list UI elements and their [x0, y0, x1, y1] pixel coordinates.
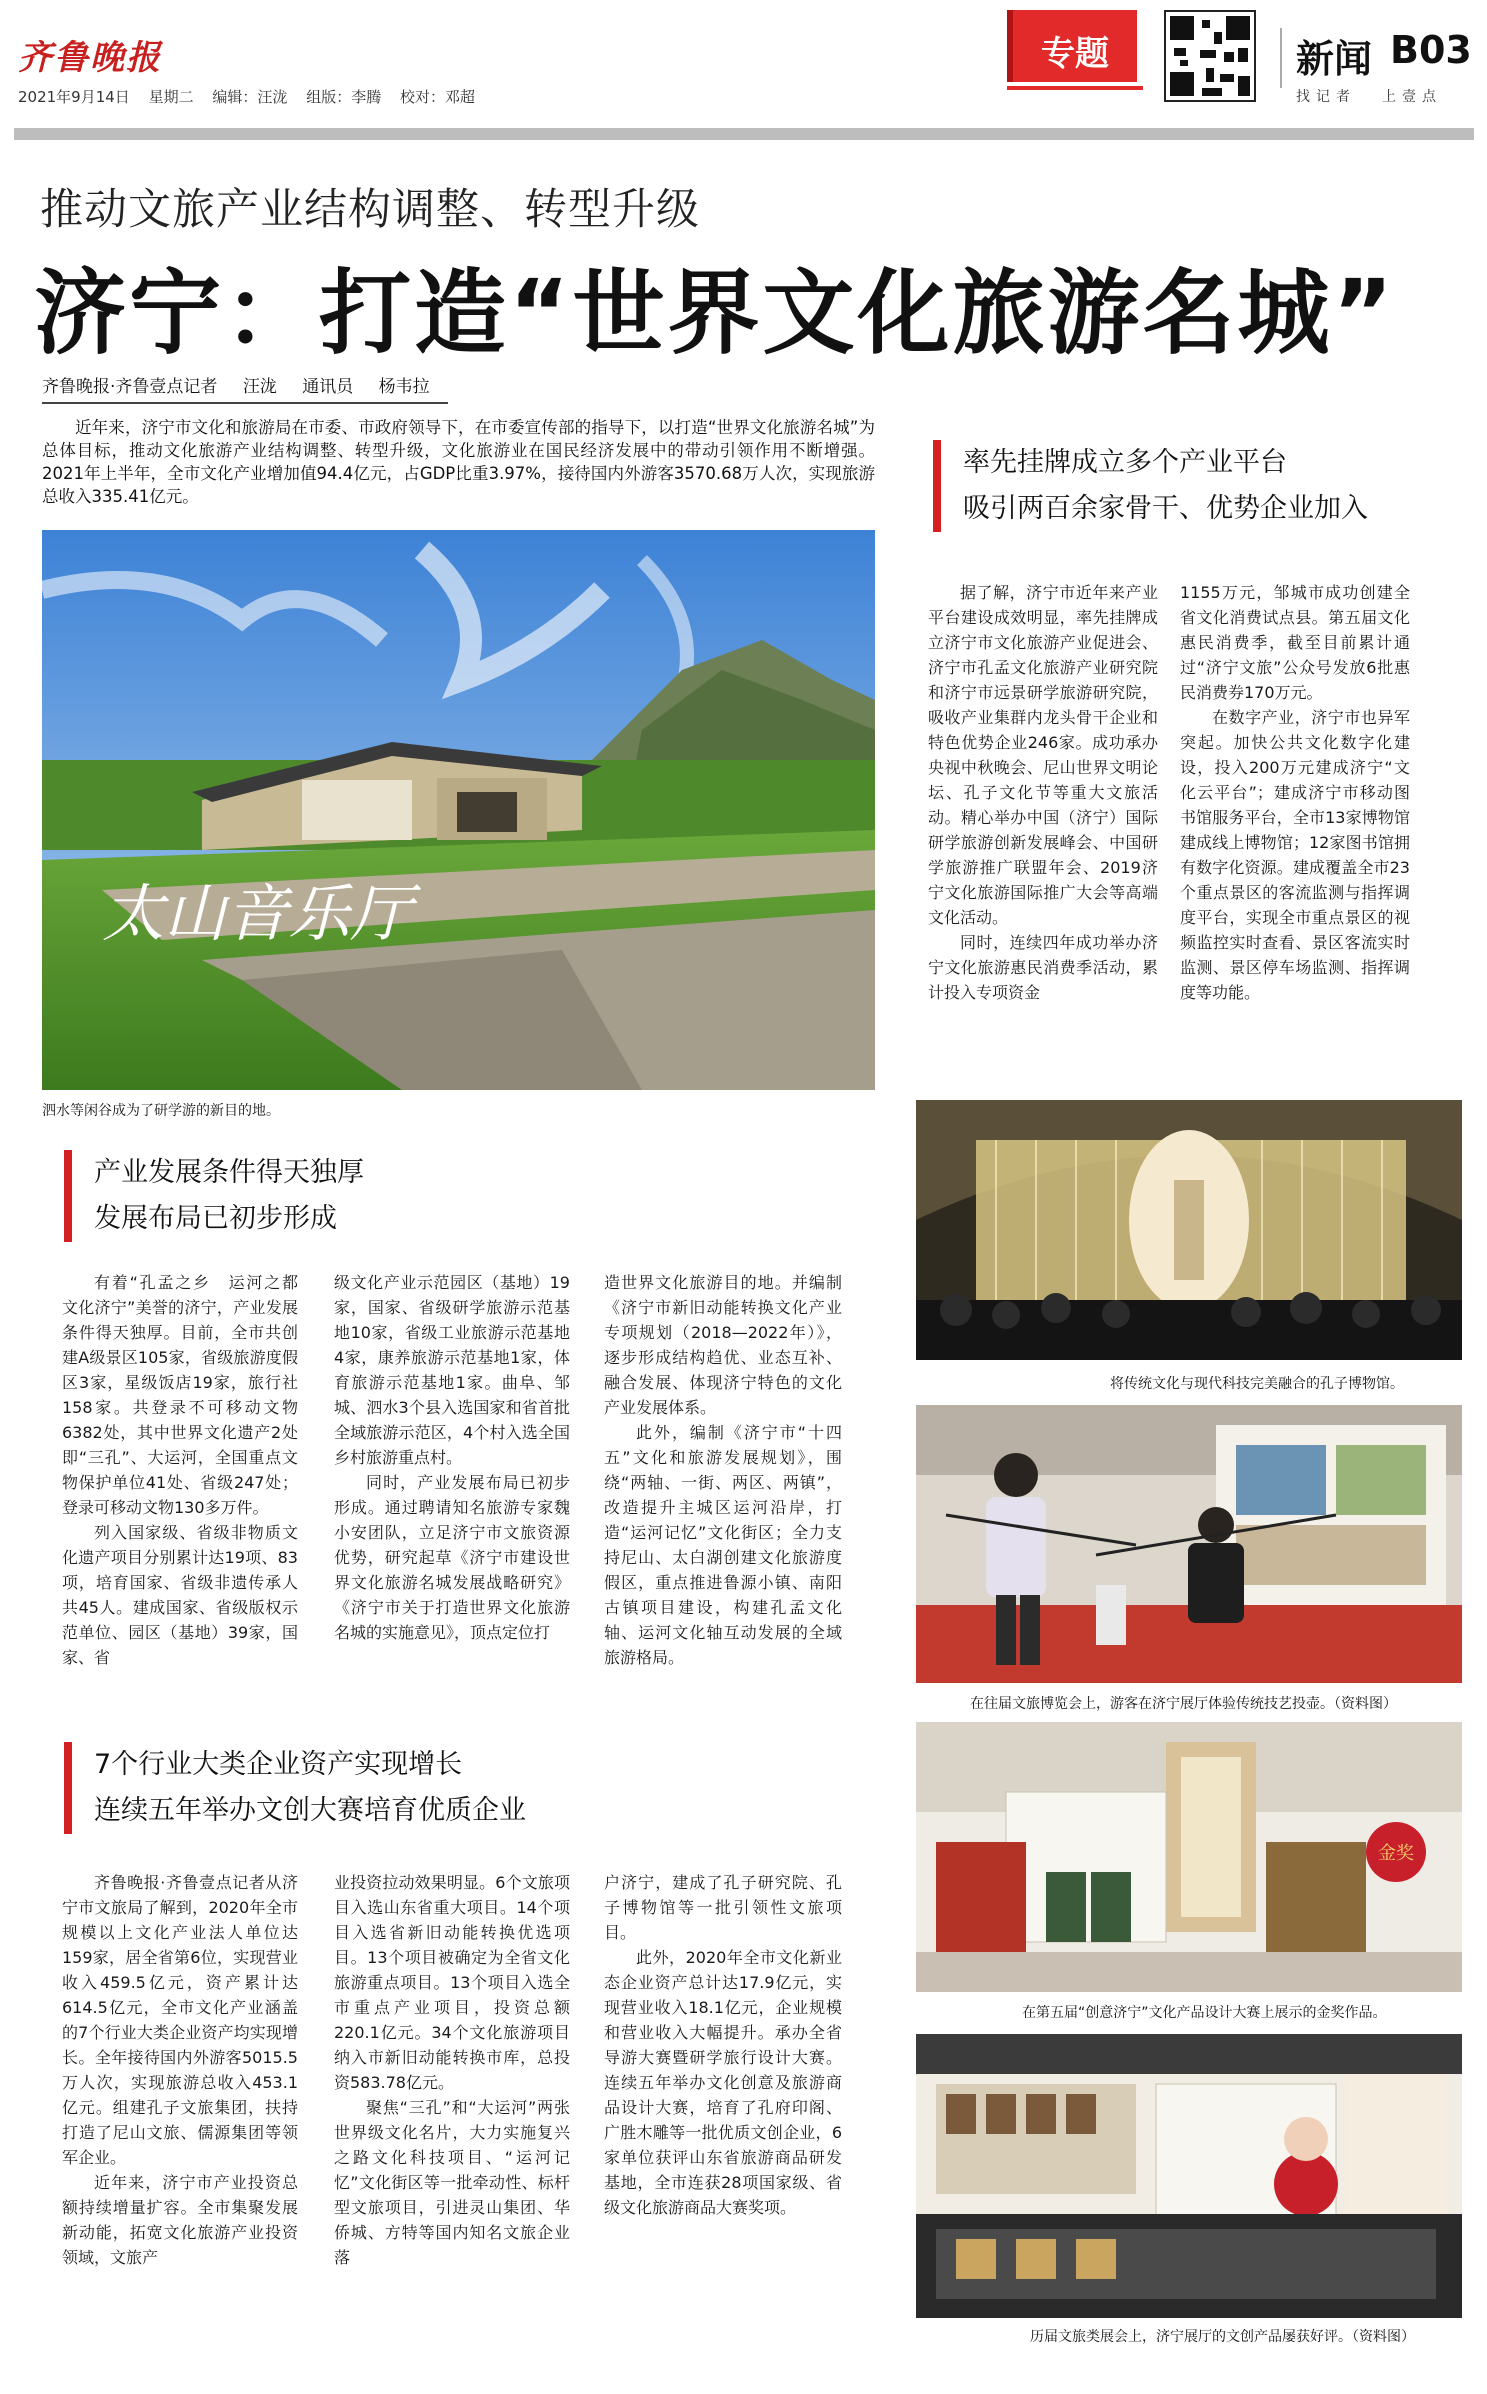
section3-paragraph: 齐鲁晚报·齐鲁壹点记者从济宁市文旅局了解到，2020年全市规模以上文化产业法人单位达159家，居全省第6位，实现营业收入459.5亿元，资产累计达614.5亿元，全市文化产业涵盖的7个行业大类企业资产均实现增长。全年接待国内外游客5015.5万人次，实现旅游总收入453.1亿元。组建孔子文旅集团，扶持打造了尼山文旅、儒源集团等领军企业。: [62, 1873, 298, 2167]
section2-paragraph: 列入国家级、省级非物质文化遗产项目分别累计达19项、83项，培育国家、省级非遗传承人共45人。建成国家、省级版权示范单位、园区（基地）39家，国家、省: [62, 1523, 298, 1667]
newspaper-logo: 齐鲁晚报: [18, 38, 162, 78]
section1-paragraph: 据了解，济宁市近年来产业平台建设成效明显，率先挂牌成立济宁市文化旅游产业促进会、济宁市孔孟文化旅游产业研究院和济宁市远景研学旅游研究院，吸收产业集群内龙头骨干企业和特色优势企业246家。成功承办央视中秋晚会、尼山世界文明论坛、孔子文化节等重大文旅活动。精心举办中国（济宁）国际研学旅游创新发展峰会、中国研学旅游推广联盟年会、2019济宁文化旅游国际推广大会等高端文化活动。: [928, 583, 1158, 927]
section3-column1: [62, 1870, 298, 2270]
masthead-rule: [14, 128, 1474, 140]
editor-credit: 编辑：汪泷: [212, 88, 288, 106]
section2-paragraph: 此外，编制《济宁市“十四五”文化和旅游发展规划》，围绕“两轴、一街、两区、两镇”，改造提升主城区运河沿岸，打造“运河记忆”文化街区；全力支持尼山、太白湖创建文化旅游度假区，重点推进鲁源小镇、南阳古镇项目建设，构建孔孟文化轴、运河文化轴互动发展的全域旅游格局。: [604, 1423, 842, 1667]
section3-paragraph: 户济宁，建成了孔子研究院、孔子博物馆等一批引领性文旅项目。: [604, 1873, 842, 1942]
museum-photo: [916, 1100, 1462, 1360]
gold-award-badge: 金奖: [1378, 1843, 1414, 1864]
section2-paragraph: 有着“孔孟之乡 运河之都 文化济宁”美誉的济宁，产业发展条件得天独厚。目前，全市共创建A级景区105家，省级旅游度假区3家，星级饭店19家，旅行社158家。共登录不可移动文物6382处，其中世界文化遗产2处即“三孔”、大运河，全国重点文物保护单位41处、省级247处；登录可移动文物130多万件。: [62, 1273, 315, 1517]
layout-credit: 组版：李腾: [306, 88, 382, 106]
section2-paragraph: 同时，产业发展布局已初步形成。通过聘请知名旅游专家魏小安团队，立足济宁市文旅资源优势，研究起草《济宁市建设世界文化旅游名城发展战略研究》《济宁市关于打造世界文化旅游名城的实施意见》，顶点定位打: [334, 1473, 570, 1642]
contact-right: 上壹点: [1382, 89, 1442, 105]
award-photo: [916, 1722, 1462, 1992]
music-hall-image: [42, 530, 875, 1090]
issue-weekday: 星期二: [148, 88, 194, 106]
qr-code-icon[interactable]: [1164, 10, 1256, 102]
section1-heading-line1: 率先挂牌成立多个产业平台: [963, 447, 1287, 478]
section1-column1: [928, 580, 1158, 1005]
article-headline: 济宁：打造“世界文化旅游名城”: [34, 260, 1396, 367]
byline-source: 齐鲁晚报·齐鲁壹点记者: [42, 377, 218, 397]
section1-paragraph: 同时，连续四年成功举办济宁文化旅游惠民消费季活动，累计投入专项资金: [928, 933, 1158, 1002]
section2-heading-line1: 产业发展条件得天独厚: [94, 1157, 364, 1188]
section3-paragraph: 聚焦“三孔”和“大运河”两张世界级文化名片，大力实施复兴之路文化科技项目、“运河记忆”文化街区等一批牵动性、标杆型文旅项目，引进灵山集团、华侨城、方特等国内知名文旅企业落: [334, 2098, 570, 2267]
section3-heading-line1: 7个行业大类企业资产实现增长: [94, 1749, 463, 1780]
article-lead: 近年来，济宁市文化和旅游局在市委、市政府领导下，在市委宣传部的指导下，以打造“世界文化旅游名城”为总体目标，推动文化旅游产业结构调整、转型升级，文化旅游业在国民经济发展中的带动引领作用不断增强。2021年上半年，全市文化产业增加值94.4亿元，占GDP比重3.97%，接待国内外游客3570.68万人次，实现旅游总收入335.41亿元。: [42, 418, 875, 506]
award-caption: 在第五届“创意济宁”文化产品设计大赛上展示的金奖作品。: [1022, 2005, 1387, 2021]
section1-column2: [1180, 580, 1410, 1005]
proof-credit: 校对：邓超: [399, 88, 475, 106]
section-name: 新闻: [1296, 37, 1373, 81]
issue-date: 2021年9月14日: [18, 88, 130, 106]
main-photo: [42, 530, 875, 1090]
section2-paragraph: 级文化产业示范园区（基地）19家，国家、省级研学旅游示范基地10家，省级工业旅游示范基地4家，康养旅游示范基地1家，体育旅游示范基地1家。曲阜、邹城、泗水3个县入选国家和省首批全域旅游示范区，4个村入选全国乡村旅游重点村。: [334, 1273, 570, 1467]
article-kicker: 推动文旅产业结构调整、转型升级: [40, 185, 700, 235]
section3-paragraph: 近年来，济宁市产业投资总额持续增量扩容。全市集聚发展新动能，拓宽文化旅游产业投资领域，文旅产: [62, 2173, 298, 2267]
contact-line: [1296, 86, 1442, 106]
expo-caption: 在往届文旅博览会上，游客在济宁展厅体验传统技艺投壶。（资料图）: [970, 1696, 1397, 1712]
article-byline: [42, 372, 450, 397]
booth-image: [916, 2034, 1462, 2318]
museum-caption: 将传统文化与现代科技完美融合的孔子博物馆。: [1110, 1376, 1404, 1392]
section3-paragraph: 此外，2020年全市文化新业态企业资产总计达17.9亿元，实现营业收入18.1亿元，企业规模和营业收入大幅提升。承办全省导游大赛暨研学旅行设计大赛。连续五年举办文化创意及旅游商品设计大赛，培育了孔府印阁、广胜木雕等一批优质文创企业，6家单位获评山东省旅游商品研发基地，全市连获28项国家级、省级文化旅游商品大赛奖项。: [604, 1948, 842, 2217]
section2-column1: [62, 1270, 315, 1670]
booth-photo: [916, 2034, 1462, 2318]
byline-correspondent: 杨韦拉: [378, 377, 430, 397]
award-image: [916, 1722, 1462, 1992]
topic-tag: [1007, 10, 1137, 82]
section1-heading: [933, 440, 1368, 532]
section2-column3: [604, 1270, 842, 1670]
masthead: [14, 10, 1474, 120]
page-number: B03: [1390, 28, 1472, 72]
museum-image: [916, 1100, 1462, 1360]
expo-image: [916, 1405, 1462, 1683]
section2-heading-line2: 发展布局已初步形成: [94, 1203, 337, 1234]
main-photo-caption: 泗水等闲谷成为了研学游的新目的地。: [42, 1103, 280, 1119]
byline-rule: [42, 402, 448, 404]
section1-heading-line2: 吸引两百余家骨干、优势企业加入: [963, 493, 1368, 524]
contact-left: 找记者: [1296, 89, 1356, 105]
booth-caption: 历届文旅类展会上，济宁展厅的文创产品屡获好评。（资料图）: [1030, 2329, 1415, 2345]
section1-paragraph: 1155万元，邹城市成功创建全省文化消费试点县。第五届文化惠民消费季，截至目前累计通过“济宁文旅”公众号发放6批惠民消费券170万元。: [1180, 583, 1410, 702]
topic-tag-label: 专题: [1041, 34, 1109, 74]
byline-reporter: 汪泷: [242, 377, 277, 397]
expo-photo: [916, 1405, 1462, 1683]
section1-paragraph: 在数字产业，济宁市也异军突起。加快公共文化数字化建设，投入200万元建成济宁“文化云平台”；建成济宁市移动图书馆服务平台，全市13家博物馆建成线上博物馆；12家图书馆拥有数字化资源。建成覆盖全市23个重点景区的客流监测与指挥调度平台，实现全市重点景区的视频监控实时查看、景区客流实时监测、景区停车场监测、指挥调度等功能。: [1180, 708, 1410, 1002]
masthead-divider: [1280, 28, 1282, 88]
section3-heading-line2: 连续五年举办文创大赛培育优质企业: [94, 1795, 526, 1826]
section2-heading: [64, 1150, 364, 1242]
section3-paragraph: 业投资拉动效果明显。6个文旅项目入选山东省重大项目。14个项目入选省新旧动能转换优选项目。13个项目被确定为全省文化旅游重点项目。13个项目入选全市重点产业项目，投资总额220.1亿元。34个文化旅游项目纳入市新旧动能转换市库，总投资583.78亿元。: [334, 1873, 570, 2092]
byline-role: 通讯员: [302, 377, 354, 397]
section3-column2: [334, 1870, 570, 2270]
photo-calligraphy: 太山音乐厅: [102, 877, 413, 950]
section3-heading: [64, 1742, 526, 1834]
section3-column3: [604, 1870, 842, 2220]
section2-paragraph: 造世界文化旅游目的地。并编制《济宁市新旧动能转换文化产业专项规划（2018—2022年）》，逐步形成结构趋优、业态互补、融合发展、体现济宁特色的文化产业发展体系。: [604, 1273, 842, 1417]
issue-info: [18, 86, 489, 107]
section2-column2: [334, 1270, 570, 1645]
